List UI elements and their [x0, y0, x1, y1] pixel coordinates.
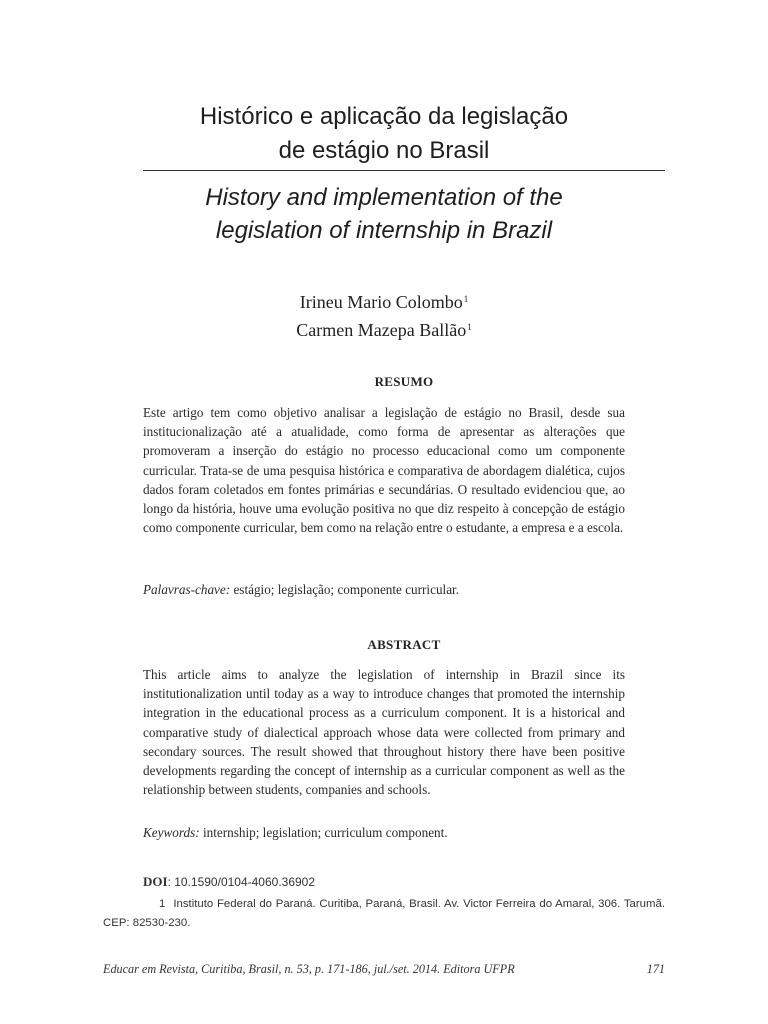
footnote-mark: 1 — [159, 898, 166, 910]
title-divider — [143, 170, 665, 171]
footnote-text: Instituto Federal do Paraná. Curitiba, Paraná, Brasil. Av. Victor Ferreira do Amaral, 306. Tarumã. CEP: 82530-230. — [103, 898, 665, 929]
abstract-keywords-value: internship; legislation; curriculum component. — [202, 825, 448, 840]
author-1-name: Irineu Mario Colombo — [299, 292, 463, 312]
page-number: 171 — [646, 962, 665, 976]
abstract-heading: ABSTRACT — [367, 637, 441, 652]
doi-label: DOI — [143, 874, 168, 889]
resumo-heading: RESUMO — [374, 374, 434, 389]
title-english — [100, 181, 668, 247]
title-portuguese — [100, 100, 668, 168]
title-english-line1: History and implementation of the — [205, 184, 563, 211]
abstract-keywords — [143, 823, 625, 842]
doi-line — [143, 874, 315, 890]
author-1 — [100, 287, 668, 315]
title-portuguese-line1: Histórico e aplicação da legislação — [199, 103, 569, 130]
author-2 — [100, 315, 668, 343]
abstract-text: This article aims to analyze the legislation of internship in Brazil since its institutionalization until today as a way to introduce changes that promoted the internship integration in the educational process as a curriculum component. It is a historical and comparative study of dialectical approach whose data were collected from primary and secondary sources. The result showed that throughout history there have been positive developments regarding the concept of internship as a curricular component as well as the relationship between students, companies and schools. — [143, 667, 625, 798]
author-1-footnote-ref[interactable]: 1 — [463, 294, 469, 304]
abstract-keywords-label: Keywords: — [143, 825, 200, 840]
resumo-keywords-label: Palavras-chave: — [143, 582, 231, 597]
resumo-keywords — [143, 580, 625, 599]
title-portuguese-line2: de estágio no Brasil — [278, 137, 490, 164]
author-2-footnote-ref[interactable]: 1 — [467, 322, 472, 332]
author-2-name: Carmen Mazepa Ballão — [296, 320, 467, 340]
doi-value[interactable]: : 10.1590/0104-4060.36902 — [167, 875, 316, 889]
resumo-text: Este artigo tem como objetivo analisar a legislação de estágio no Brasil, desde sua institucionalização até a atualidade, como forma de apresentar as alterações que promoveram a inserção do estágio no processo educacional como um componente curricular. Trata-se de uma pesquisa histórica e comparativa de abordagem dialética, cujos dados foram coletados em fontes primárias e secundárias. O resultado evidenciou que, ao longo da história, houve uma evolução positiva no que diz respeito à concepção de estágio como componente curricular, bem como na relação entre o estudante, a empresa e a escola. — [143, 405, 625, 536]
author-list — [100, 287, 668, 343]
title-english-line2: legislation of internship in Brazil — [215, 217, 553, 244]
footnote — [103, 895, 665, 933]
footer-citation: Educar em Revista, Curitiba, Brasil, n. 53, p. 171-186, jul./set. 2014. Editora UFPR — [103, 962, 515, 976]
resumo-keywords-value: estágio; legislação; componente curricular. — [233, 582, 460, 597]
running-footer — [103, 962, 665, 977]
